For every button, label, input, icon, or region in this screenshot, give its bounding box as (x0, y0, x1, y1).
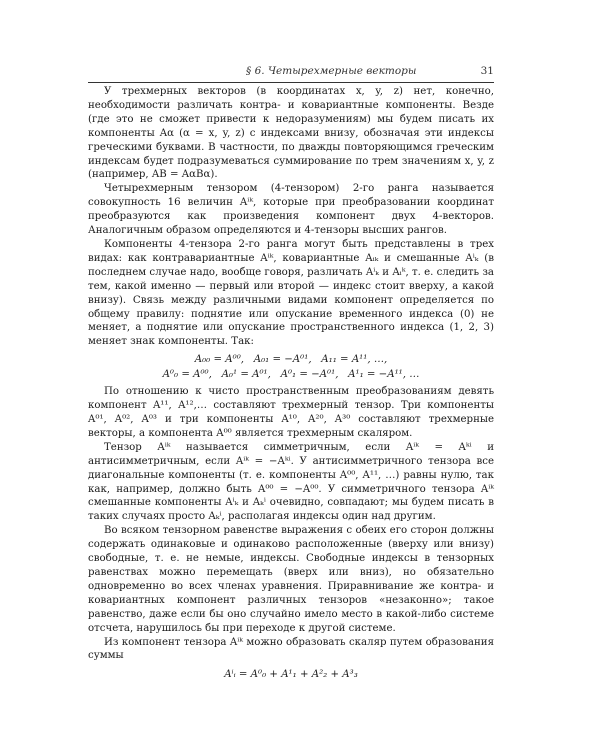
paragraph-tensor-components: Компоненты 4-тензора 2-го ранга могут быть представлены в трех видах: как контравариантные Aⁱᵏ, ковариантные Aᵢₖ и смешанные Aⁱₖ (в последнем случае надо, вообще говоря, различать Aⁱₖ и Aᵢᵏ, т. е. следить за тем, какой именно — первый или второй — индекс стоит вверху, а какой внизу). Связь между различными видами компонент определяется по общему правилу: поднятие или опускание временного индекса (0) не меняет, а поднятие или опускание пространственного индекса (1, 2, 3) меняет знак компоненты. Так: (88, 238, 494, 348)
equation-block-index-rules (88, 352, 494, 382)
equation-trace: Aⁱᵢ = A⁰₀ + A¹₁ + A²₂ + A³₃ (224, 669, 358, 681)
equation-line-1: A₀₀ = A⁰⁰, A₀₁ = −A⁰¹, A₁₁ = A¹¹, …, (194, 354, 388, 366)
equation-line-2: A⁰₀ = A⁰⁰, A₀¹ = A⁰¹, A⁰₁ = −A⁰¹, A¹₁ = −A¹¹, … (162, 369, 420, 381)
running-header (88, 64, 494, 83)
page-number: 31 (480, 65, 494, 77)
paragraph-spatial-transforms: По отношению к чисто пространственным преобразованиям девять компонент A¹¹, A¹²,… составляют трехмерный тензор. Три компоненты A⁰¹, A⁰², A⁰³ и три компоненты A¹⁰, A²⁰, A³⁰ составляют трехмерные векторы, а компонента A⁰⁰ является трехмерным скаляром. (88, 386, 494, 439)
running-title: § 6. Четырехмерные векторы (246, 65, 417, 77)
paragraph-tensor-equalities: Во всяком тензорном равенстве выражения с обеих его сторон должны содержать одинаковые и одинаково расположенные (вверху или внизу) свободные, т. е. не немые, индексы. Свободные индексы в тензорных равенствах можно перемещать (вверх или вниз), но обязательно одновременно во всех членах уравнения. Приравнивание же контра- и ковариантных компонент различных тензоров «незаконно»; такое равенство, даже если бы оно случайно имело место в какой-либо системе отсчета, нарушилось бы при переходе к другой системе. (88, 525, 494, 634)
paragraph-scalar-trace: Из компонент тензора Aⁱᵏ можно образовать скаляр путем образования суммы (88, 636, 494, 662)
text-body (88, 85, 494, 685)
paragraph-tensor-definition: Четырехмерным тензором (4-тензором) 2-го ранга называется совокупность 16 величин Aⁱᵏ, которые при преобразовании координат преобразуются как произведения компонент двух 4-векторов. Аналогичным образом определяются и 4-тензоры высших рангов. (88, 183, 494, 237)
paragraph-3d-vectors: У трехмерных векторов (в координатах x, y, z) нет, конечно, необходимости различать контра- и ковариантные компоненты. Везде (где это не сможет привести к недоразумениям) мы будем писать их компоненты Aα (α = x, y, z) с индексами внизу, обозначая эти индексы греческими буквами. В частности, по дважды повторяющимся греческим индексам будет подразумеваться суммирование по трем значениям x, y, z (например, AB = AαBα). (88, 86, 494, 181)
paragraph-symmetric-tensor: Тензор Aⁱᵏ называется симметричным, если Aⁱᵏ = Aᵏⁱ и антисимметричным, если Aⁱᵏ = −Aᵏⁱ. У антисимметричного тензора все диагональные компоненты (т. е. компоненты A⁰⁰, A¹¹, …) равны нулю, так как, например, должно быть A⁰⁰ = −A⁰⁰. У симметричного тензора Aⁱᵏ смешанные компоненты Aⁱₖ и Aₖⁱ очевидно, совпадают; мы будем писать в таких случаях просто Aₖⁱ, располагая индексы один над другим. (88, 441, 494, 523)
